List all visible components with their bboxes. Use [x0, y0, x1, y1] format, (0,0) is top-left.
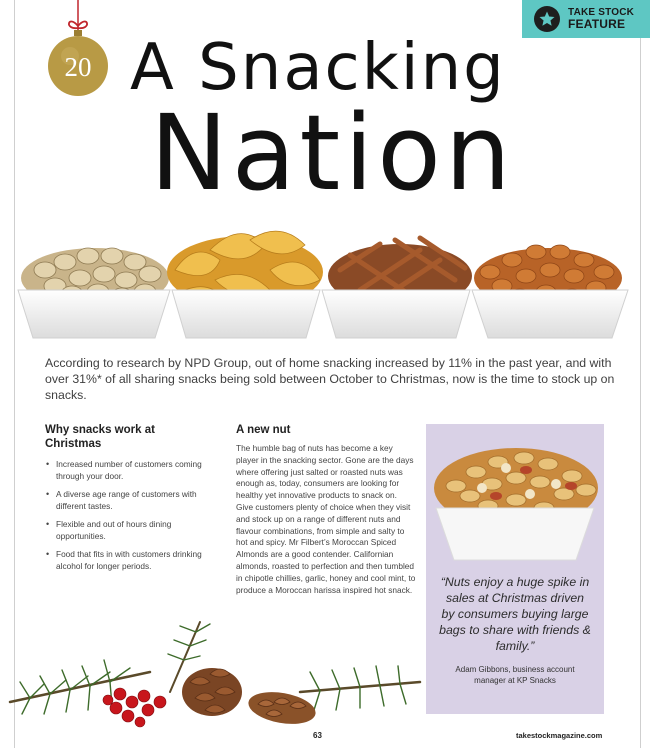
badge-line1: TAKE STOCK — [568, 7, 635, 18]
new-nut-body: The humble bag of nuts has become a key player in the snacking sector. Gone are the days where offering just salted or roasted nuts was enough as, today, consumers are looking for healthy yet innovative products to snack on. Give customers plenty of choice when they visit and stock up on a range of different nuts and flavour combinations, from simple and salty to hot and spicy. Mr Filbert’s Moroccan Spiced Almonds are a good contender. Californian almonds, roasted to perfection and then tumbled in chipotle chillies, garlic, honey and cool mint, to produce a Moroccan harissa inspired hot snack. — [236, 443, 416, 595]
attribution-line2: manager at KP Snacks — [474, 676, 556, 685]
website-url: takestockmagazine.com — [516, 731, 603, 740]
mixed-nuts-bowl-image — [426, 424, 604, 562]
why-snacks-heading — [45, 423, 215, 451]
take-stock-feature-badge — [522, 0, 650, 38]
snack-bowls-image — [0, 210, 650, 345]
headline-line2: Nation — [150, 92, 515, 214]
bullet-text: Flexible and out of hours dining opportunities. — [56, 519, 172, 541]
bullet-text: Food that fits in with customers drinking alcohol for longer periods. — [56, 549, 202, 571]
intro-paragraph: According to research by NPD Group, out of home snacking increased by 11% in the past year, and with over 31%* of all sharing snacks being sold between October to Christmas, now is the time to stock up on snacks. — [45, 356, 615, 402]
new-nut-section — [236, 423, 416, 596]
bullet-text: Increased number of customers coming through your door. — [56, 459, 202, 481]
why-heading-line2: Christmas — [45, 438, 102, 450]
badge-label — [568, 8, 634, 30]
list-item: • Increased number of customers coming through your door. — [46, 459, 202, 481]
quote-attribution — [438, 664, 592, 686]
pine-cone-small-icon — [246, 687, 318, 728]
pine-cone-icon — [182, 668, 242, 716]
attribution-line1: Adam Gibbons, business account — [455, 665, 575, 674]
why-snacks-list — [45, 459, 215, 572]
why-heading-line1: Why snacks work at — [45, 424, 155, 436]
holly-berries-icon — [103, 688, 166, 727]
ornament-number: 20 — [64, 52, 92, 82]
new-nut-heading: A new nut — [236, 424, 291, 436]
list-item: • A diverse age range of customers with different tastes. — [46, 489, 197, 511]
list-item: • Flexible and out of hours dining opportunities. — [46, 519, 172, 541]
quote-text: “Nuts enjoy a huge spike in sales at Christmas driven by consumers buying large bags to share with friends & family.” — [439, 575, 591, 653]
pull-quote — [426, 562, 604, 714]
bullet-text: A diverse age range of customers with different tastes. — [56, 489, 197, 511]
badge-line2: FEATURE — [568, 17, 626, 31]
why-snacks-section — [45, 423, 215, 579]
headline-line1: A Snacking — [130, 31, 506, 105]
mixed-nuts-photo — [426, 424, 604, 562]
list-item: • Food that fits in with customers drinking alcohol for longer periods. — [46, 549, 202, 571]
star-icon — [534, 6, 560, 32]
pine-decoration-image — [0, 612, 430, 734]
page-border-right — [640, 0, 641, 748]
page-number: 63 — [313, 731, 322, 740]
